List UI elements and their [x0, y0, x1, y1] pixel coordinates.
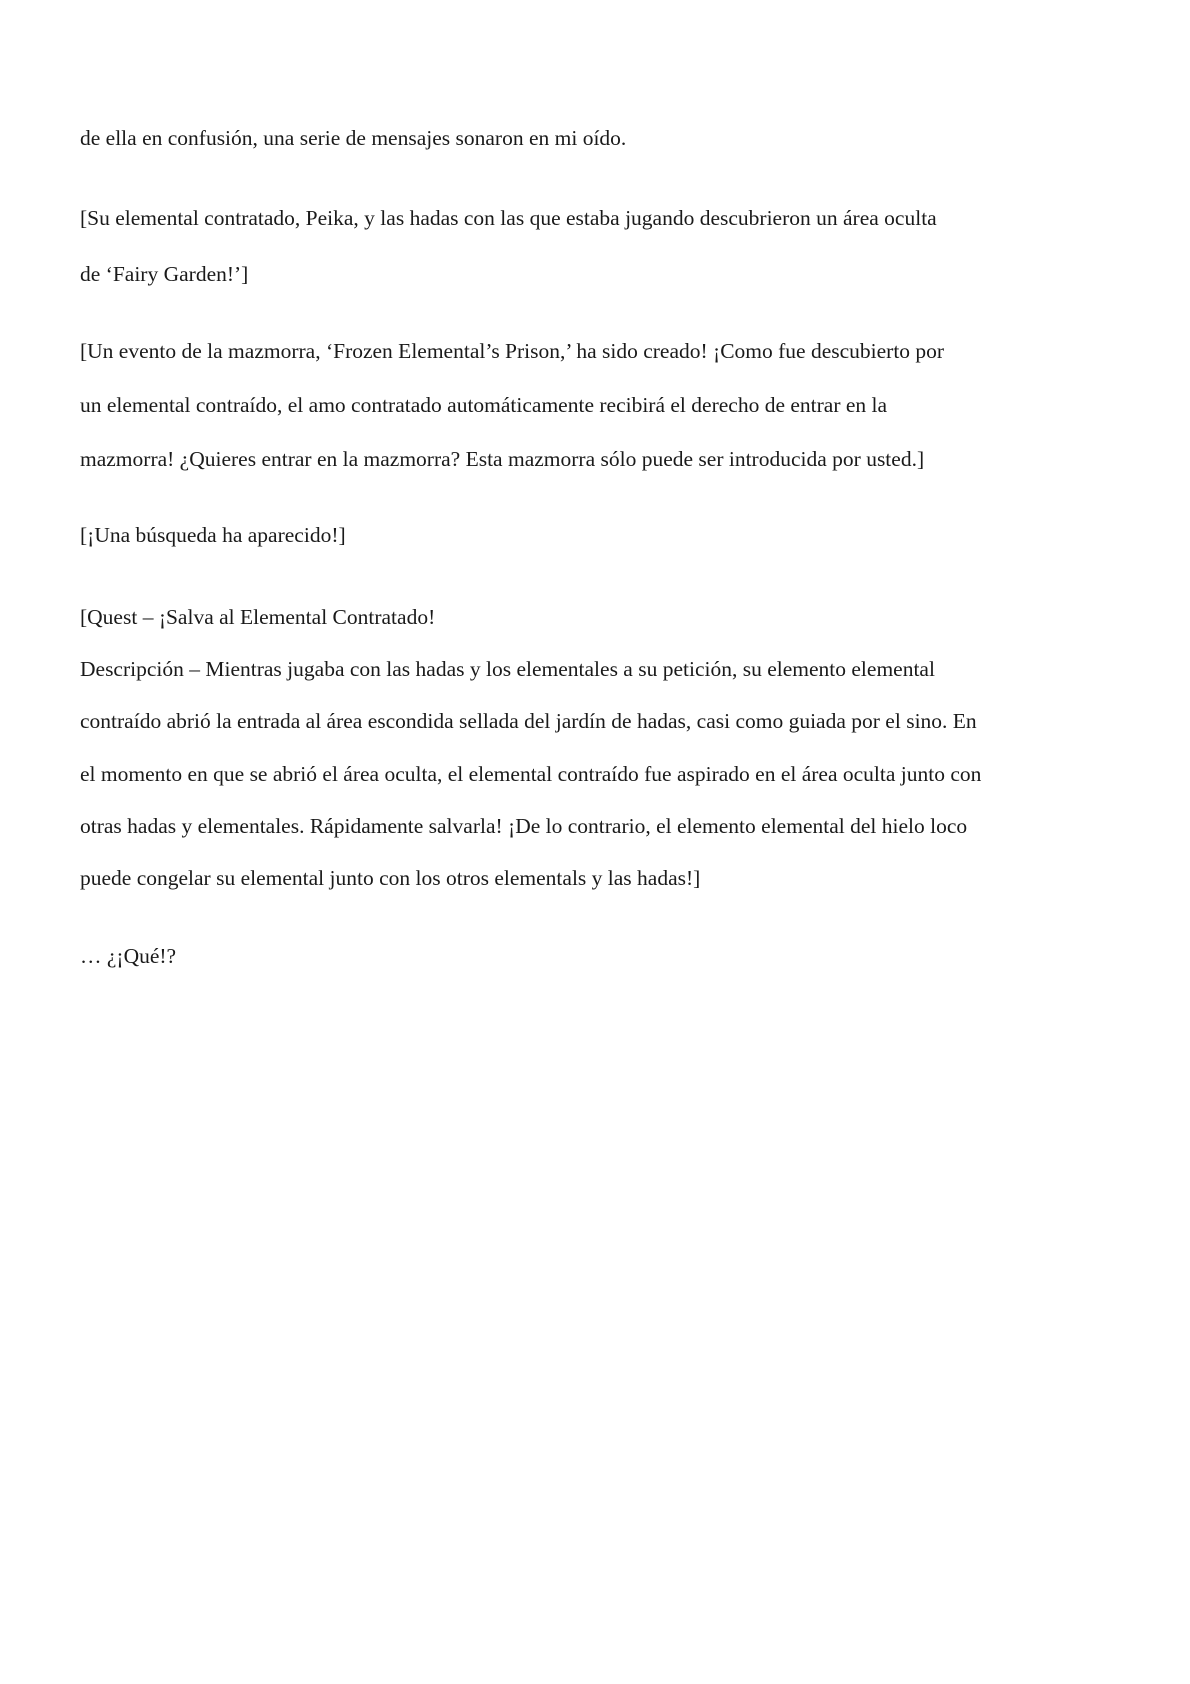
text-line: puede congelar su elemental junto con los otros elementals y las hadas!]	[80, 866, 701, 890]
text-line: [Un evento de la mazmorra, ‘Frozen Elemental’s Prison,’ ha sido creado! ¡Como fue descubierto por	[80, 339, 945, 363]
text-line: otras hadas y elementales. Rápidamente salvarla! ¡De lo contrario, el elemento elemental del hielo loco	[80, 814, 968, 838]
text-line: [¡Una búsqueda ha aparecido!]	[80, 523, 346, 547]
text-line: de ella en confusión, una serie de mensajes sonaron en mi oído.	[80, 126, 627, 150]
text-line: de ‘Fairy Garden!’]	[80, 262, 249, 286]
text-line: el momento en que se abrió el área oculta, el elemental contraído fue aspirado en el área oculta junto con	[80, 762, 982, 786]
text-line: [Su elemental contratado, Peika, y las hadas con las que estaba jugando descubrieron un área oculta	[80, 206, 937, 230]
text-line: un elemental contraído, el amo contratado automáticamente recibirá el derecho de entrar en la	[80, 393, 888, 417]
text-line: mazmorra! ¿Quieres entrar en la mazmorra? Esta mazmorra sólo puede ser introducida por usted.]	[80, 447, 925, 471]
text-line: [Quest – ¡Salva al Elemental Contratado!	[80, 605, 436, 629]
text-line: Descripción – Mientras jugaba con las hadas y los elementales a su petición, su elemento elemental	[80, 657, 935, 681]
text-line: … ¿¡Qué!?	[80, 944, 177, 968]
text-line: contraído abrió la entrada al área escondida sellada del jardín de hadas, casi como guiada por el sino. En	[80, 709, 977, 733]
